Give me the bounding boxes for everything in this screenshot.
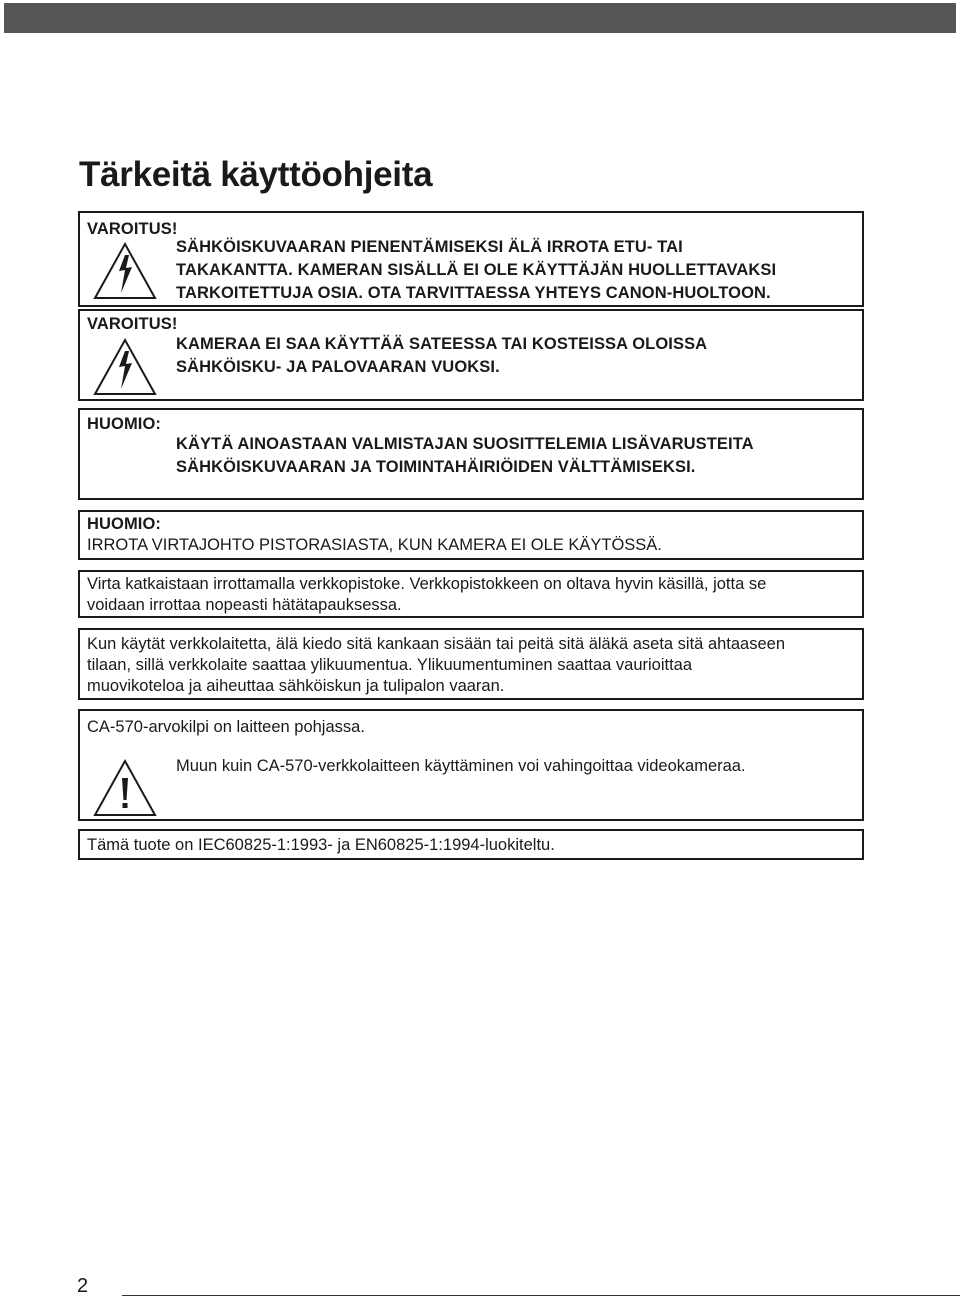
note-box-classification [78,829,864,860]
warning-box-rain [78,309,864,401]
warning-text-line: SÄHKÖISKU- JA PALOVAARAN VUOKSI. [176,358,500,376]
warning-text-line: TARKOITETTUJA OSIA. OTA TARVITTAESSA YHTEYS CANON-HUOLTOON. [176,284,771,302]
note-text: Tämä tuote on IEC60825-1:1993- ja EN60825-1:1994-luokiteltu. [87,836,555,854]
footer-rule [122,1295,960,1296]
page-title: Tärkeitä käyttöohjeita [79,155,433,194]
warning-text-line: SÄHKÖISKUVAARAN PIENENTÄMISEKSI ÄLÄ IRROTA ETU- TAI [176,238,683,256]
electric-shock-warning-icon [92,241,158,301]
warning-label: VAROITUS! [87,220,178,238]
caution-text: IRROTA VIRTAJOHTO PISTORASIASTA, KUN KAMERA EI OLE KÄYTÖSSÄ. [87,536,662,554]
note-text: Muun kuin CA-570-verkkolaitteen käyttäminen voi vahingoittaa videokameraa. [176,757,746,775]
warning-box-disassembly [78,211,864,307]
caution-label: HUOMIO: [87,415,162,433]
caution-label: HUOMIO: [87,515,162,533]
note-text-line: Virta katkaistaan irrottamalla verkkopistoke. Verkkopistokkeen on oltava hyvin käsillä, jotta se [87,575,767,593]
top-header-bar [4,3,956,33]
electric-shock-warning-icon [92,337,158,397]
note-text-line: Kun käytät verkkolaitetta, älä kiedo sitä kankaan sisään tai peitä sitä äläkä aseta sitä ahtaaseen [87,635,786,653]
note-box-disconnect [78,570,864,618]
caution-text-line: KÄYTÄ AINOASTAAN VALMISTAJAN SUOSITTELEMIA LISÄVARUSTEITA [176,435,754,453]
warning-text-line: TAKAKANTTA. KAMERAN SISÄLLÄ EI OLE KÄYTTÄJÄN HUOLLETTAVAKSI [176,261,777,279]
note-box-adapter-heat [78,628,864,700]
note-text-line: muovikoteloa ja aiheuttaa sähköiskun ja tulipalon vaaran. [87,677,505,695]
note-text: CA-570-arvokilpi on laitteen pohjassa. [87,718,365,736]
note-box-rating-plate [78,709,864,821]
note-text-line: voidaan irrottaa nopeasti hätätapauksessa. [87,596,402,614]
caution-box-accessories [78,408,864,500]
caution-text-line: SÄHKÖISKUVAARAN JA TOIMINTAHÄIRIÖIDEN VÄLTTÄMISEKSI. [176,458,696,476]
warning-label: VAROITUS! [87,315,178,333]
exclamation-warning-icon [92,758,158,818]
caution-box-unplug [78,510,864,560]
note-text-line: tilaan, sillä verkkolaite saattaa ylikuumentua. Ylikuumentuminen saattaa vaurioittaa [87,656,693,674]
page-number: 2 [77,1275,89,1297]
warning-text-line: KAMERAA EI SAA KÄYTTÄÄ SATEESSA TAI KOSTEISSA OLOISSA [176,335,708,353]
